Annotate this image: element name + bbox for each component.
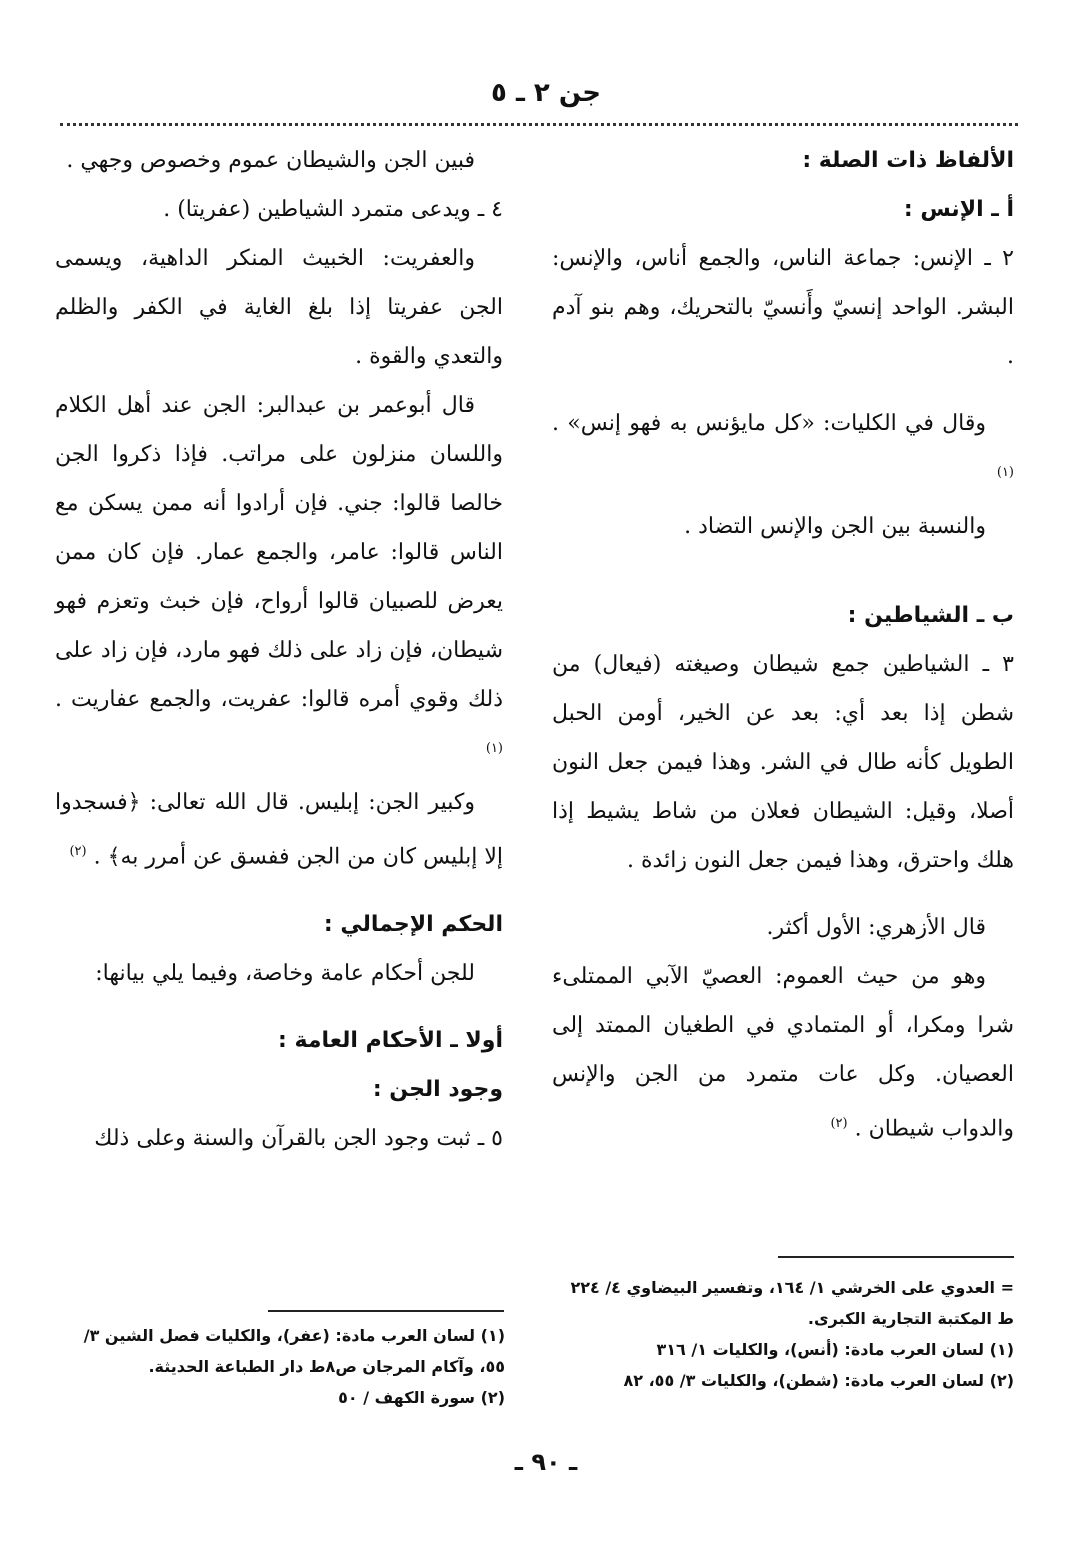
paragraph-ifrit: والعفريت: الخبيث المنكر الداهية، ويسمى الجن عفريتا إذا بلغ الغاية في الكفر والظلم والتعدي والقوة . xyxy=(55,246,503,369)
page-number: ـ ٩٠ ـ xyxy=(514,1448,578,1476)
heading-ins: أ ـ الإنس : xyxy=(903,197,1014,222)
footnote: (٢) سورة الكهف / ٥٠ xyxy=(338,1388,505,1407)
footnote: (١) لسان العرب مادة: (عفر)، والكليات فصل الشين ٣/ ٥٥، وآكام المرجان ص٨ط دار الطباعة الحديثة. xyxy=(83,1326,505,1376)
paragraph-continued: فبين الجن والشيطان عموم وخصوص وجهي . xyxy=(66,148,475,173)
footnotes-left xyxy=(55,1320,505,1413)
paragraph-3: ٣ ـ الشياطين جمع شيطان وصيغته (فيعال) من شطن إذا بعد أي: بعد عن الخير، أومن الحبل الطويل كأنه طال في الشر. وهذا فيمن جعل النون أصلا، وقيل: الشيطان فعلان من شاط يشيط إذا هلك واحترق، وهذا فيمن جعل النون زائدة . xyxy=(552,652,1014,874)
paragraph-iblis-text: وكبير الجن: إبليس. قال الله تعالى: ﴿فسجدوا إلا إبليس كان من الجن ففسق عن أمرر به﴾ . xyxy=(55,790,503,870)
spacer xyxy=(55,882,503,900)
footnote-ref: (٢) xyxy=(830,1116,848,1132)
spacer xyxy=(552,551,1014,591)
footnotes-right xyxy=(552,1272,1014,1396)
paragraph-2: ٢ ـ الإنس: جماعة الناس، والجمع أناس، والإنس: البشر. الواحد إنسيّ وأَنسيّ بالتحريك، وهم بنو آدم . xyxy=(552,246,1014,369)
footnote-ref: (٢) xyxy=(69,844,87,860)
paragraph-azhari: قال الأزهري: الأول أكثر. xyxy=(766,915,986,941)
heading-general-rulings: أولا ـ الأحكام العامة : xyxy=(278,1027,503,1053)
running-head: جن ٢ ـ ٥ xyxy=(491,78,601,108)
paragraph-kulliyat xyxy=(552,399,1014,502)
heading-related-terms: الألفاظ ذات الصلة : xyxy=(802,148,1014,173)
paragraph-4: ٤ ـ ويدعى متمرد الشياطين (عفريتا) . xyxy=(163,197,503,222)
heading-existence-of-jinn: وجود الجن : xyxy=(372,1076,503,1102)
paragraph-abu-umar-text: قال أبوعمر بن عبدالبر: الجن عند أهل الكلام واللسان منزلون على مراتب. فإذا ذكروا الجن خالصا قالوا: جني. فإن أرادوا أنه ممن يسكن مع الناس قالوا: عامر، والجمع عمار. فإن كان ممن يعرض للصبيان قالوا أرواح، فإن خبث وتعزم فهو شيطان، فإن زاد على ذلك فهو مارد، فإن زاد على ذلك وقوي أمره قالوا: عفريت، والجمع عفاريت . xyxy=(55,393,503,712)
footnote: = العدوي على الخرشي ١/ ١٦٤، وتفسير البيضاوي ٤/ ٢٢٤ ط المكتبة التجارية الكبرى. xyxy=(570,1278,1014,1328)
footnote-ref: (١) xyxy=(996,465,1014,480)
footnote: (٢) لسان العرب مادة: (شطن)، والكليات ٣/ ٥٥، ٨٢ xyxy=(623,1371,1014,1390)
paragraph-abu-umar xyxy=(55,381,503,778)
heading-shayatin: ب ـ الشياطين : xyxy=(847,603,1014,629)
paragraph-general-ruling: للجن أحكام عامة وخاصة، وفيما يلي بيانها: xyxy=(95,960,475,986)
paragraph-kulliyat-text: وقال في الكليات: «كل مايؤنس به فهو إنس» . xyxy=(552,411,986,436)
paragraph-nisba: والنسبة بين الجن والإنس التضاد . xyxy=(684,514,986,540)
spacer xyxy=(552,885,1014,903)
paragraph-iblis xyxy=(55,778,503,881)
footnote-ref: (١) xyxy=(485,741,503,756)
header-dotted-rule xyxy=(60,123,1018,126)
paragraph-umum-text: وهو من حيث العموم: العصيّ الآبي الممتلىء شرا ومكرا، أو المتمادي في الطغيان الممتد إلى العصيان. وكل عات متمرد من الجن والإنس والدواب شيطان . xyxy=(552,964,1014,1142)
spacer xyxy=(552,381,1014,399)
footnote-rule-right xyxy=(778,1256,1014,1258)
spacer xyxy=(55,998,503,1016)
paragraph-umum xyxy=(552,952,1014,1153)
heading-general-ruling: الحكم الإجمالي : xyxy=(323,911,503,937)
right-column xyxy=(552,136,1014,1154)
footnote-rule-left xyxy=(268,1310,504,1312)
left-column xyxy=(55,136,503,1163)
paragraph-5: ٥ ـ ثبت وجود الجن بالقرآن والسنة وعلى ذلك xyxy=(94,1125,503,1151)
footnote: (١) لسان العرب مادة: (أنس)، والكليات ١/ ٣١٦ xyxy=(656,1340,1014,1359)
